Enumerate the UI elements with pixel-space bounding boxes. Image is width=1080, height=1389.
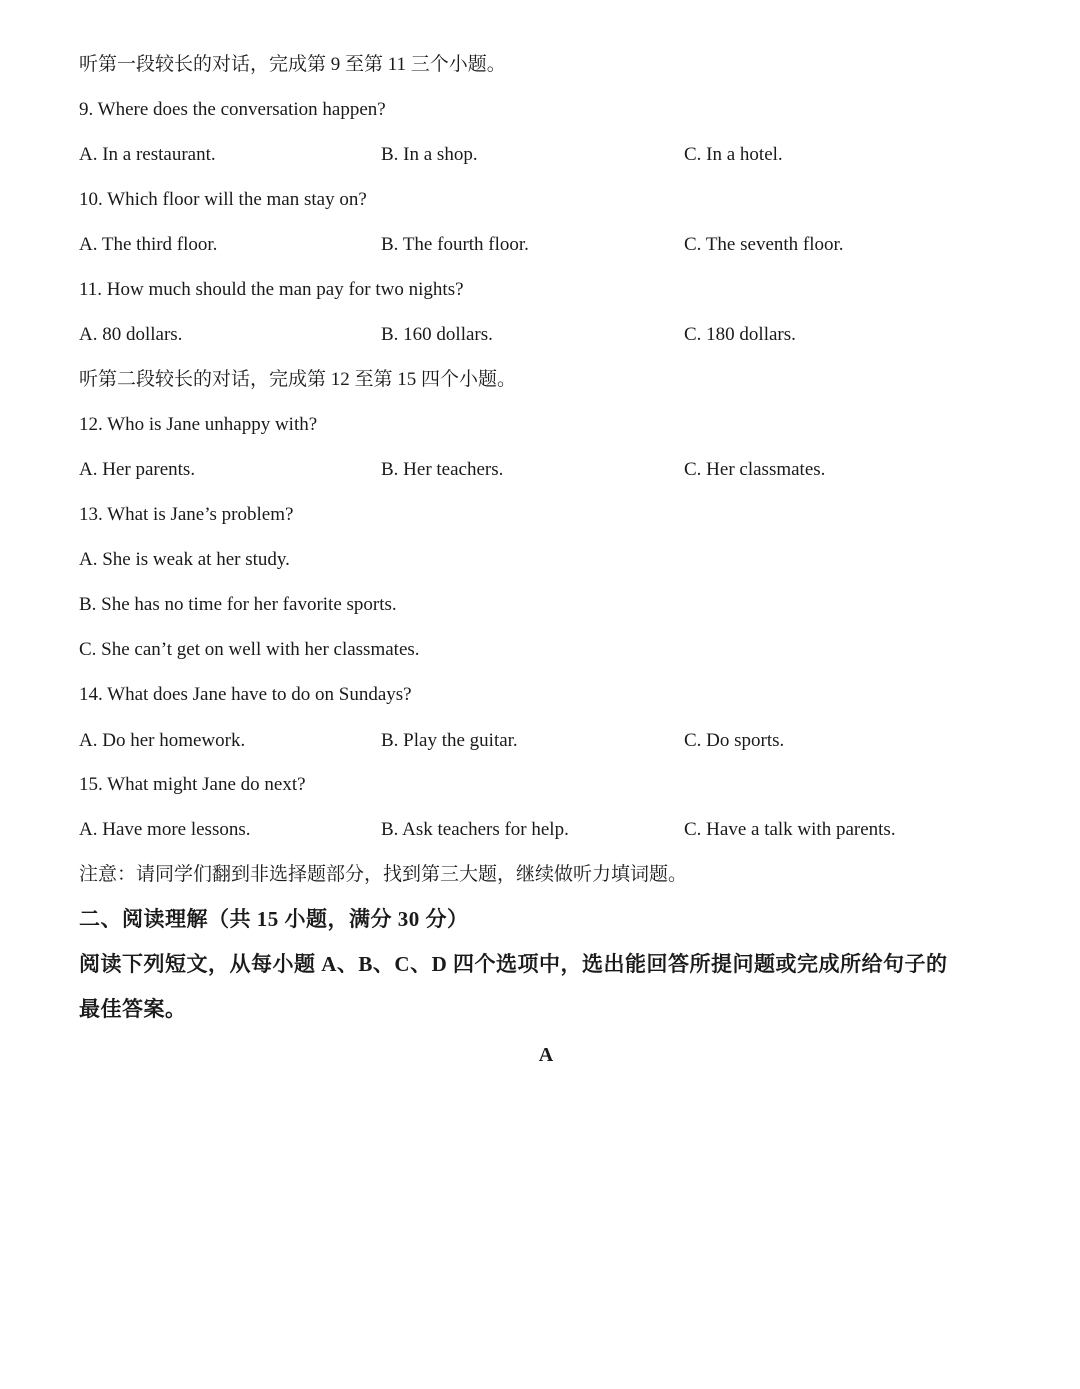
question-11: 11. How much should the man pay for two nights? (79, 279, 464, 300)
part2-heading: 二、阅读理解（共 15 小题，满分 30 分） (79, 907, 469, 931)
q13-option-c: C. She can’t get on well with her classmates. (79, 639, 420, 660)
q15-option-c: C. Have a talk with parents. (684, 819, 896, 840)
part2-instructions-line1: 阅读下列短文，从每小题 A、B、C、D 四个选项中，选出能回答所提问题或完成所给句子的 (79, 952, 948, 976)
q9-option-c: C. In a hotel. (684, 144, 783, 165)
q11-option-a: A. 80 dollars. (79, 324, 183, 345)
q14-option-b: B. Play the guitar. (381, 730, 518, 751)
section1-intro: 听第一段较长的对话，完成第 9 至第 11 三个小题。 (79, 54, 506, 75)
listening-note: 注意：请同学们翻到非选择题部分，找到第三大题，继续做听力填词题。 (79, 864, 688, 885)
q10-option-b: B. The fourth floor. (381, 234, 529, 255)
q11-option-b: B. 160 dollars. (381, 324, 493, 345)
q13-option-b: B. She has no time for her favorite sports. (79, 594, 397, 615)
question-13: 13. What is Jane’s problem? (79, 504, 294, 525)
q12-option-a: A. Her parents. (79, 459, 196, 480)
passage-label: A (538, 1044, 554, 1066)
section2-intro: 听第二段较长的对话，完成第 12 至第 15 四个小题。 (79, 369, 517, 390)
q15-option-b: B. Ask teachers for help. (381, 819, 569, 840)
q12-option-c: C. Her classmates. (684, 459, 826, 480)
question-12: 12. Who is Jane unhappy with? (79, 414, 318, 435)
q13-option-a: A. She is weak at her study. (79, 549, 290, 570)
question-15: 15. What might Jane do next? (79, 774, 306, 795)
part2-instructions-line2: 最佳答案。 (79, 997, 187, 1021)
q15-option-a: A. Have more lessons. (79, 819, 251, 840)
q11-option-c: C. 180 dollars. (684, 324, 796, 345)
q14-option-c: C. Do sports. (684, 730, 785, 751)
question-14: 14. What does Jane have to do on Sundays? (79, 684, 412, 705)
q10-option-c: C. The seventh floor. (684, 234, 844, 255)
q9-option-a: A. In a restaurant. (79, 144, 216, 165)
q14-option-a: A. Do her homework. (79, 730, 246, 751)
q10-option-a: A. The third floor. (79, 234, 218, 255)
q12-option-b: B. Her teachers. (381, 459, 504, 480)
question-10: 10. Which floor will the man stay on? (79, 189, 367, 210)
q9-option-b: B. In a shop. (381, 144, 478, 165)
question-9: 9. Where does the conversation happen? (79, 99, 386, 120)
